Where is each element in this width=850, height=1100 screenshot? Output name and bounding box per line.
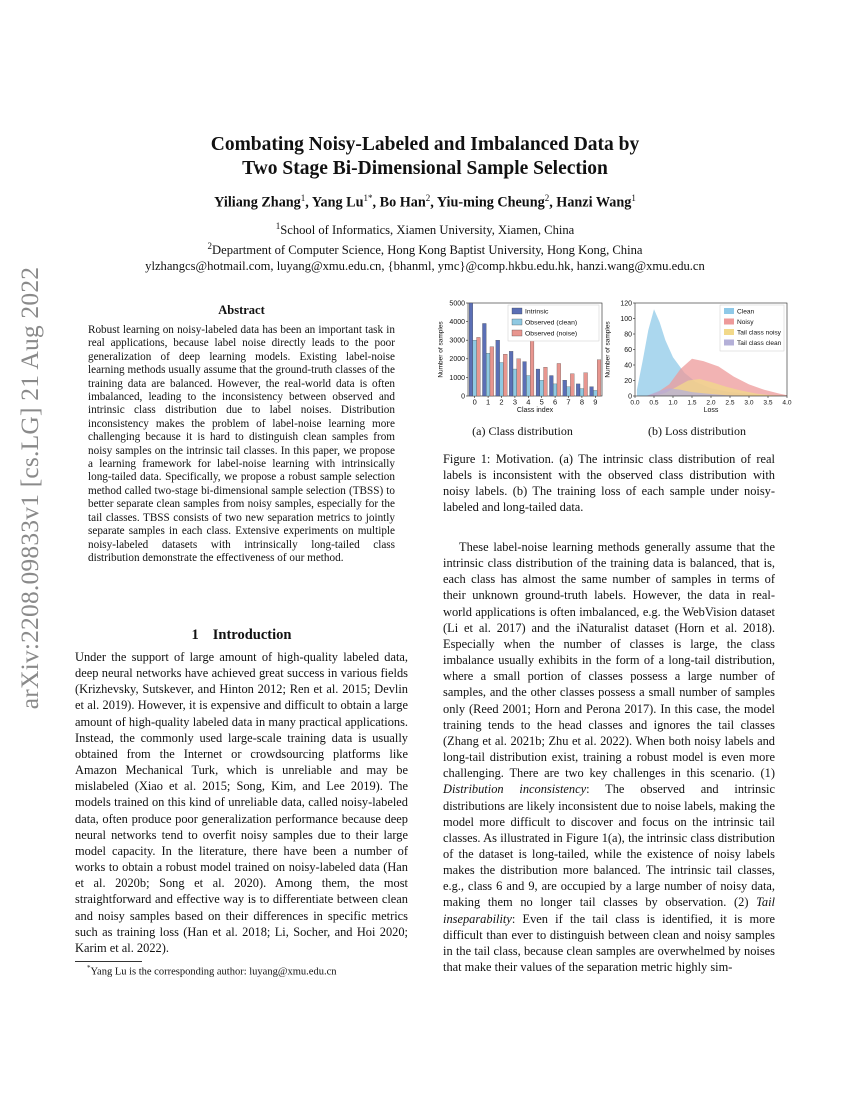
affiliation-1-text: School of Informatics, Xiamen University, Xiamen, China (280, 223, 575, 238)
x-axis-label: Class index (516, 407, 554, 414)
footnote-rule (75, 961, 142, 962)
y-tick-label: 2000 (449, 356, 465, 364)
bar-2-5 (544, 367, 548, 396)
affiliation-1-mark: 1 (275, 221, 281, 231)
chart-class-distribution (438, 298, 606, 418)
bar-0-5 (536, 369, 540, 396)
bar-0-9 (590, 387, 594, 396)
legend-swatch (512, 330, 522, 336)
x-tick-label: 1.5 (687, 399, 697, 407)
author-emails: ylzhangcs@hotmail.com, luyang@xmu.edu.cn, {bhanml, ymc}@comp.hkbu.edu.hk, hanzi.wang@xmu.edu.cn (145, 258, 705, 273)
chart-loss-distribution-svg (605, 298, 793, 418)
x-tick-label: 2.5 (725, 399, 735, 407)
legend-label: Observed (clean) (525, 319, 578, 327)
legend-swatch (724, 319, 734, 325)
bar-2-8 (584, 373, 588, 396)
affiliation-2 (75, 239, 775, 259)
y-tick-label: 0 (461, 393, 465, 401)
legend-label: Clean (737, 308, 755, 316)
author-1-mark: 1 (300, 193, 306, 203)
author-5: Hanzi Wang (556, 194, 632, 211)
legend-swatch (724, 329, 734, 335)
bar-2-3 (517, 359, 521, 396)
x-tick-label: 2.0 (706, 399, 716, 407)
bar-0-3 (509, 351, 513, 396)
bar-0-6 (549, 376, 553, 396)
x-tick-label: 3.0 (744, 399, 754, 407)
x-tick-label: 9 (593, 397, 598, 407)
author-3: Bo Han (379, 194, 426, 211)
y-tick-label: 100 (620, 315, 632, 323)
figure-caption-text: Motivation. (a) The intrinsic class distribution of real labels is inconsistent with the observed class distribution with noisy labels. (b) The training loss of each sample under noisy-labeled and long-tailed data. (443, 452, 775, 514)
chart-class-distribution-svg (438, 298, 606, 418)
bar-1-5 (540, 380, 544, 396)
bar-2-9 (597, 360, 601, 396)
x-tick-label: 5 (539, 397, 544, 407)
arxiv-identifier-text: arXiv:2208.09833v1 [cs.LG] 21 Aug 2022 (15, 266, 44, 710)
paragraph-text-part: : Even if the tail class is identified, it is more difficult than ever to distinguish between clean and noisy samples in the tail class, because clean samples are overwhelmed by noises that make their values of the separation metric highly sim- (443, 911, 775, 975)
legend-label: Observed (noise) (525, 330, 578, 338)
footnote-mark: * (87, 964, 91, 972)
bar-1-3 (513, 369, 517, 396)
author-2-mark: 1* (363, 193, 373, 203)
y-tick-label: 5000 (449, 300, 465, 308)
bar-1-0 (473, 340, 477, 396)
bar-0-4 (523, 362, 527, 396)
author-1: Yiliang Zhang (214, 194, 301, 211)
x-tick-label: 2 (499, 397, 504, 407)
affiliations (75, 219, 775, 274)
affiliation-2-text: Department of Computer Science, Hong Kong Baptist University, Hong Kong, China (212, 243, 643, 258)
y-tick-label: 4000 (449, 319, 465, 326)
x-tick-label: 0.0 (630, 399, 640, 407)
author-4: Yiu-ming Cheung (436, 194, 545, 211)
x-tick-label: 7 (566, 397, 571, 407)
bar-1-9 (593, 390, 597, 396)
paragraph-text-part: : The observed and intrinsic distributions are likely inconsistent due to noise labels, making the model more difficult to discover and focus on the intrinsic tail classes. As illustrated in Figure 1(a), the intrinsic class distribution of the dataset is long-tailed, while the existence of noisy labels makes the distribution more balanced. The intrinsic tail classes, e.g., class 6 and 9, are occupied by a large number of noisy data, making them no longer tail classes by observation. (2) (443, 782, 776, 910)
bar-2-1 (490, 347, 494, 396)
bar-0-8 (576, 384, 580, 396)
abstract-text: Robust learning on noisy-labeled data has been an important task in real applications, because label noise directly leads to the poor generalization of deep learning models. Existing label-noise learning methods usually assume that the ground-truth classes of the training data are balanced. However, the real-world data is often imbalanced, leading to the inconsistency between observed and intrinsic class distribution due to label noises. Distribution inconsistency makes the problem of label-noise learning more challenging because it is hard to distinguish clean samples from noisy samples on the intrinsic tail classes. In this paper, we propose a learning framework for label-noise learning with intrinsically long-tailed data. Specifically, we propose a robust sample selection method called two-stage bi-dimensional sample selection (TBSS) to better separate clean samples from noisy samples, especially for the tail classes. TBSS consists of two new separation metrics to jointly separate samples in each class. Extensive experiments on multiple noisy-labeled datasets with intrinsically long-tailed class distribution demonstrate the effectiveness of our method. (88, 324, 395, 564)
y-tick-label: 3000 (449, 337, 465, 345)
paragraph-text-part: These label-noise learning methods generally assume that the intrinsic class distribution of the training data is balanced, that is, each class has almost the same number of samples in terms of their unknown ground-truth labels. However, the data in real-world applications is often imbalanced, e.g. the WebVision dataset (Li et al. 2017) and the iNaturalist dataset (Horn et al. 2018). Especially when the number of classes is large, the class imbalance usually exhibits in the form of a long-tail distribution, where a small portion of classes possess a large number of samples, and the other classes possess a small number of samples only (Reed 2001; Horn and Perona 2017). In this case, the model training tends to the head classes and ignores the tail classes (Zhang et al. 2021b; Zhu et al. 2022). When both noisy labels and long-tail distribution exist, training a robust model is even more challenging. There are two key challenges in this scenario. (1) (443, 540, 775, 781)
y-tick-label: 0 (628, 393, 632, 401)
y-tick-label: 1000 (449, 374, 465, 382)
chart-loss-distribution (605, 298, 793, 418)
bar-0-0 (469, 303, 473, 396)
y-tick-label: 20 (624, 377, 632, 385)
author-separator: , (305, 194, 312, 211)
bar-0-2 (496, 340, 500, 396)
emphasis-distribution-inconsistency: Distribution inconsistency (443, 782, 587, 797)
right-column-paragraph (443, 539, 775, 975)
bar-2-0 (477, 337, 481, 396)
x-tick-label: 3.5 (763, 399, 773, 407)
legend-swatch (724, 308, 734, 314)
author-3-mark: 2 (425, 193, 431, 203)
title-line-1: Combating Noisy-Labeled and Imbalanced Data by (210, 134, 640, 155)
author-list (75, 193, 775, 212)
author-2: Yang Lu (311, 194, 364, 211)
legend-swatch (512, 319, 522, 325)
legend-label: Intrinsic (525, 308, 549, 316)
legend-label: Noisy (737, 319, 754, 326)
author-4-mark: 2 (544, 193, 550, 203)
subfigure-caption-b: (b) Loss distribution (648, 424, 746, 438)
y-tick-label: 60 (624, 346, 632, 354)
bar-2-7 (570, 374, 574, 396)
affiliation-2-mark: 2 (207, 240, 213, 251)
legend-label: Tail class noisy (737, 329, 781, 337)
x-tick-label: 0 (472, 397, 477, 407)
x-tick-label: 6 (553, 397, 558, 407)
bar-0-7 (563, 380, 567, 396)
figure-label: Figure 1: (443, 452, 491, 466)
bar-1-6 (553, 384, 557, 396)
footnote-text: Yang Lu is the corresponding author: luyang@xmu.edu.cn (90, 966, 337, 978)
x-axis-label: Loss (703, 407, 719, 414)
y-axis-label: Number of samples (604, 321, 612, 378)
y-tick-label: 40 (624, 362, 632, 370)
legend-label: Tail class clean (737, 340, 782, 347)
bar-2-2 (503, 354, 507, 396)
author-separator: , (549, 194, 557, 211)
abstract-heading: Abstract (218, 303, 265, 317)
y-tick-label: 120 (620, 300, 632, 308)
section-heading-introduction (75, 627, 408, 644)
bar-1-4 (526, 376, 530, 396)
section-number: 1 (191, 627, 199, 643)
author-5-mark: 1 (631, 193, 636, 203)
arxiv-identifier (8, 266, 52, 710)
y-axis-label: Number of samples (437, 321, 445, 378)
footnote (75, 964, 408, 978)
x-tick-label: 8 (579, 397, 584, 407)
bar-0-1 (482, 323, 486, 396)
x-tick-label: 4.0 (782, 399, 792, 407)
introduction-text: Under the support of large amount of high-quality labeled data, deep neural networks have achieved great success in various fields (Krizhevsky, Sutskever, and Hinton 2012; Ren et al. 2015; Devlin et al. 2019). However, it is expensive and difficult to obtain a large amount of high-quality labeled data in many practical applications. Instead, the commonly used large-scale training data is usually obtained from the Internet or crowdsourcing platforms like Amazon Mechanical Turk, which is unreliable and may be mislabeled (Xiao et al. 2015; Song, Kim, and Lee 2019). The models trained on this kind of unreliable data, called noisy-labeled data, often produce poor generalization performance because deep neural networks tend to overfit noisy samples due to their large model capacity. In the literature, there have been a number of works to obtain a robust model trained on noisy-labeled data (Han et al. 2020b; Song et al. 2020). Among them, the most straightforward and effective way is to differentiate between clean and noisy samples based on their differences in specific metrics such as training loss (Han et al. 2018; Li, Socher, and Hoi 2020; Karim et al. 2022). (75, 650, 408, 955)
bar-1-7 (567, 387, 571, 396)
bar-1-8 (580, 389, 584, 396)
x-tick-label: 1 (486, 397, 491, 407)
bar-2-4 (530, 340, 534, 396)
bar-1-1 (486, 353, 490, 396)
paper-title (75, 133, 775, 181)
author-separator: , (372, 194, 380, 211)
x-tick-label: 3 (512, 397, 517, 407)
author-separator: , (430, 194, 437, 211)
figure-caption (443, 451, 775, 515)
x-tick-label: 0.5 (649, 399, 659, 407)
emphasis-tail-inseparability: Tail inseparability (443, 895, 775, 926)
legend-swatch (512, 308, 522, 314)
x-tick-label: 1.0 (668, 399, 678, 407)
subfigure-caption-a: (a) Class distribution (472, 424, 573, 438)
bar-2-6 (557, 363, 561, 396)
x-tick-label: 4 (526, 397, 531, 407)
y-tick-label: 80 (624, 331, 632, 339)
bar-1-2 (500, 363, 504, 396)
legend-swatch (724, 340, 734, 346)
affiliation-1 (75, 219, 775, 239)
section-title: Introduction (212, 627, 292, 643)
title-line-2: Two Stage Bi-Dimensional Sample Selection (242, 158, 608, 179)
